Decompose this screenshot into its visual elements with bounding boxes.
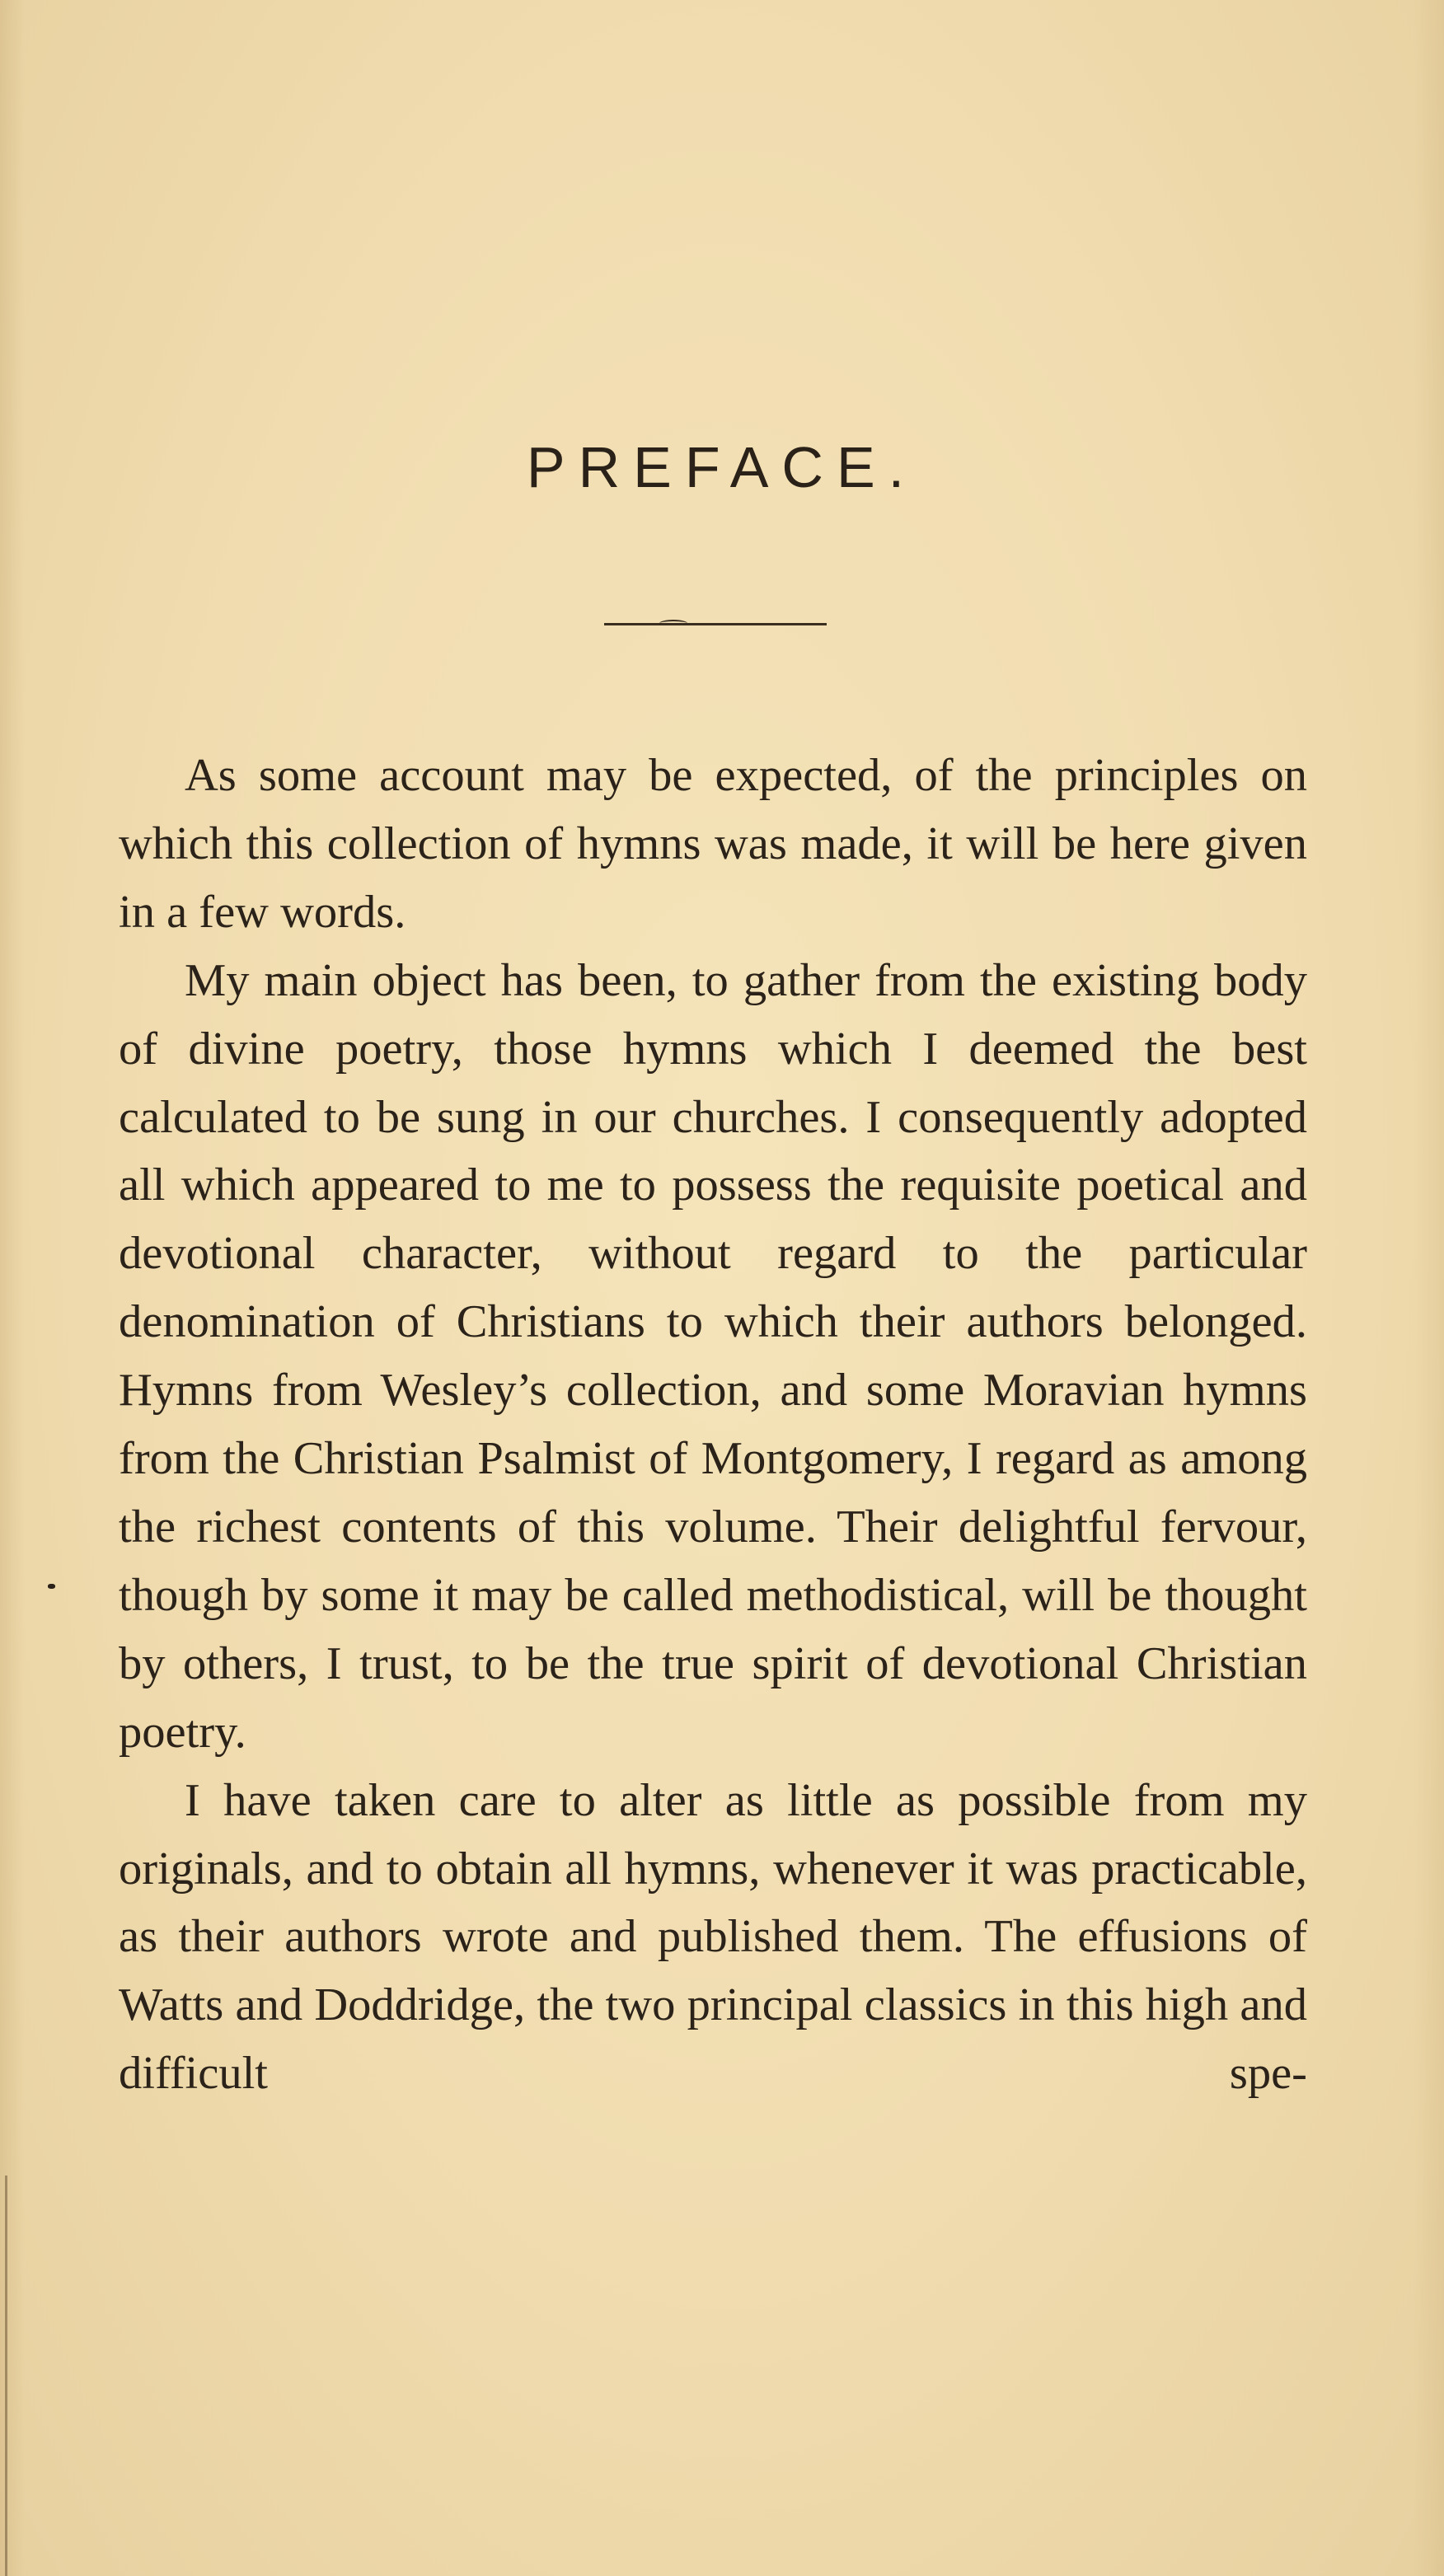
margin-mark: [48, 1584, 55, 1589]
page-heading: PREFACE.: [526, 435, 918, 499]
preface-body: [119, 742, 1307, 2108]
ornamental-rule-flourish: [659, 620, 687, 627]
paragraph-main-object: My main object has been, to gather from the existing body of divine poetry, those hymns which I deemed the best calculated to be sung in our churches. I consequently adopted all which appeared to me to possess the requisite poetical and devotional character, without regard to the particular denomination of Christians to which their authors belonged. Hymns from Wesley’s collection, and some Moravian hymns from the Christian Psalmist of Montgomery, I regard as among the richest contents of this volume. Their delightful fervour, though by some it may be called methodistical, will be thought by others, I trust, to be the true spirit of devotional Christian poetry.: [119, 954, 1307, 1758]
ornamental-rule: [604, 623, 827, 625]
paragraph-account: As some account may be expected, of the principles on which this collection of hymns was made, it will be here given in a few words.: [119, 750, 1307, 938]
paragraph-alterations: I have taken care to alter as little as possible from my originals, and to obtain all hymns, whenever it was practicable, as their authors wrote and published them. The effusions of Watts and Doddridge, the two principal classics in this high and difficult spe-: [119, 1774, 1307, 2100]
page-binding-edge: [5, 2176, 7, 2576]
